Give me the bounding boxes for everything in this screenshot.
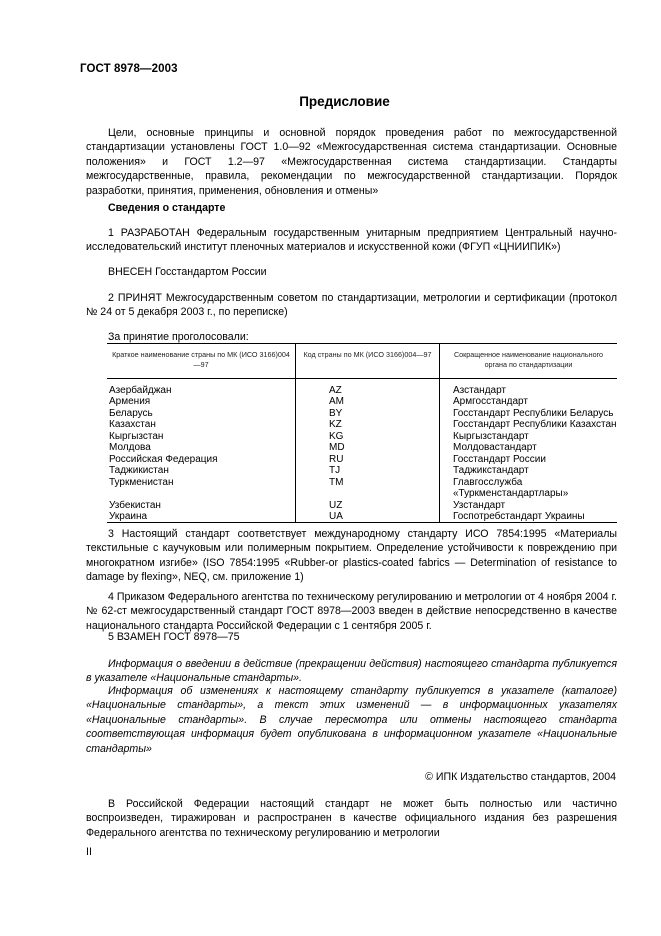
info-heading: Сведения о стандарте	[108, 202, 226, 214]
item-3-conformity: 3 Настоящий стандарт соответствует международному стандарту ИСО 7854:1995 «Материалы текстильные с каучуковым или полимерным покрытием. Определение устойчивости к повреждению при многократном изгибе» (ISO 7854:1995 «Rubber-or plastics-coated fabrics — Determination of resistance to damage by flexing», NEQ, см. приложение 1)	[86, 528, 617, 584]
body-cell: Армгосстандарт	[440, 396, 618, 407]
item-5-replaces: 5 ВЗАМЕН ГОСТ 8978—75	[108, 631, 240, 643]
code-cell: MD	[296, 442, 440, 453]
copyright: © ИПК Издательство стандартов, 2004	[425, 771, 616, 783]
table-row	[107, 379, 617, 397]
document-code-header: ГОСТ 8978—2003	[80, 63, 178, 75]
table-row	[107, 442, 617, 453]
column-header-country: Краткое наименование страны по МК (ИСО 3166)004—97	[107, 344, 296, 379]
page-title: Предисловие	[299, 94, 390, 109]
voting-table	[107, 343, 617, 523]
table-row	[107, 419, 617, 430]
code-cell: AM	[296, 396, 440, 407]
table-row	[107, 511, 617, 523]
code-cell: BY	[296, 408, 440, 419]
country-cell: Армения	[109, 396, 151, 408]
table-row	[107, 454, 617, 465]
intro-paragraph: Цели, основные принципы и основной порядок проведения работ по межгосударственной стандартизации установлены ГОСТ 1.0—92 «Межгосударственная система стандартизации. Основные положения» и ГОСТ 1.2—97 «Межгосударственная система стандартизации. Стандарты межгосударственные, правила, рекомендации по межгосударственной стандартизации. Порядок разработки, принятия, применения, обновления и отмены»	[86, 127, 617, 197]
code-cell: UZ	[296, 500, 440, 511]
body-cell: Госпотребстандарт Украины	[440, 511, 618, 523]
code-cell: TJ	[296, 465, 440, 476]
body-cell: Кыргызстандарт	[440, 431, 618, 442]
country-cell: Беларусь	[109, 407, 153, 419]
code-cell: UA	[296, 511, 440, 523]
country-cell: Казахстан	[109, 419, 156, 431]
column-header-code: Код страны по МК (ИСО 3166)004—97	[296, 344, 440, 379]
country-cell: Туркменистан	[109, 476, 174, 488]
code-cell: KZ	[296, 419, 440, 430]
body-cell: Главгосслужба «Туркменстандартлары»	[440, 477, 618, 500]
country-cell: Молдова	[109, 442, 151, 454]
table-row	[107, 500, 617, 511]
table-header-row	[107, 344, 617, 379]
table-row	[107, 431, 617, 442]
table-row	[107, 477, 617, 500]
introduced-by: ВНЕСЕН Госстандартом России	[108, 266, 267, 278]
table-row	[107, 408, 617, 419]
page-number: II	[86, 846, 92, 858]
note-changes: Информация об изменениях к настоящему стандарту публикуется в указателе (каталоге) «Национальные стандарты», а текст этих изменений — в информационных указателях «Национальные стандарты». В случае пересмотра или отмены настоящего стандарта соответствующая информация будет опубликована в информационном указателе «Национальные стандарты»	[86, 685, 617, 755]
body-cell: Молдовастандарт	[440, 442, 618, 453]
country-cell: Российская Федерация	[109, 453, 218, 465]
table-row	[107, 465, 617, 476]
column-header-body: Сокращенное наименование национального органа по стандартизации	[440, 344, 618, 379]
code-cell: AZ	[296, 379, 440, 397]
body-cell: Госстандарт России	[440, 454, 618, 465]
code-cell: KG	[296, 431, 440, 442]
body-cell: Таджикстандарт	[440, 465, 618, 476]
item-2-adopted: 2 ПРИНЯТ Межгосударственным советом по стандартизации, метрологии и сертификации (протокол № 24 от 5 декабря 2003 г., по переписке)	[86, 292, 617, 319]
body-cell: Азстандарт	[440, 379, 618, 397]
code-cell: RU	[296, 454, 440, 465]
country-cell: Таджикистан	[109, 465, 169, 477]
note-introduction: Информация о введении в действие (прекращении действия) настоящего стандарта публикуется в указателе «Национальные стандарты».	[86, 658, 617, 685]
body-cell: Госстандарт Республики Казахстан	[440, 419, 618, 430]
country-cell: Азербайджан	[109, 385, 172, 396]
voted-label: За принятие проголосовали:	[108, 331, 249, 343]
country-cell: Украина	[107, 511, 296, 523]
country-cell: Кыргызстан	[109, 430, 164, 442]
table-row	[107, 396, 617, 407]
item-1-developed: 1 РАЗРАБОТАН Федеральным государственным унитарным предприятием Центральный научно-исследовательский институт пленочных материалов и искусственной кожи (ФГУП «ЦНИИПИК»)	[86, 227, 617, 254]
body-cell: Госстандарт Республики Беларусь	[440, 408, 618, 419]
code-cell: TM	[296, 477, 440, 500]
legal-notice: В Российской Федерации настоящий стандарт не может быть полностью или частично воспроизведен, тиражирован и распространен в качестве официального издания без разрешения Федерального агентства по техническому регулированию и метрологии	[86, 798, 617, 839]
item-4-order: 4 Приказом Федерального агентства по техническому регулированию и метрологии от 4 ноября 2004 г. № 62-ст межгосударственный стандарт ГОСТ 8978—2003 введен в действие непосредственно в качестве национального стандарта Российской Федерации с 1 сентября 2005 г.	[86, 591, 617, 632]
country-cell: Узбекистан	[109, 499, 161, 511]
body-cell: Узстандарт	[440, 500, 618, 511]
